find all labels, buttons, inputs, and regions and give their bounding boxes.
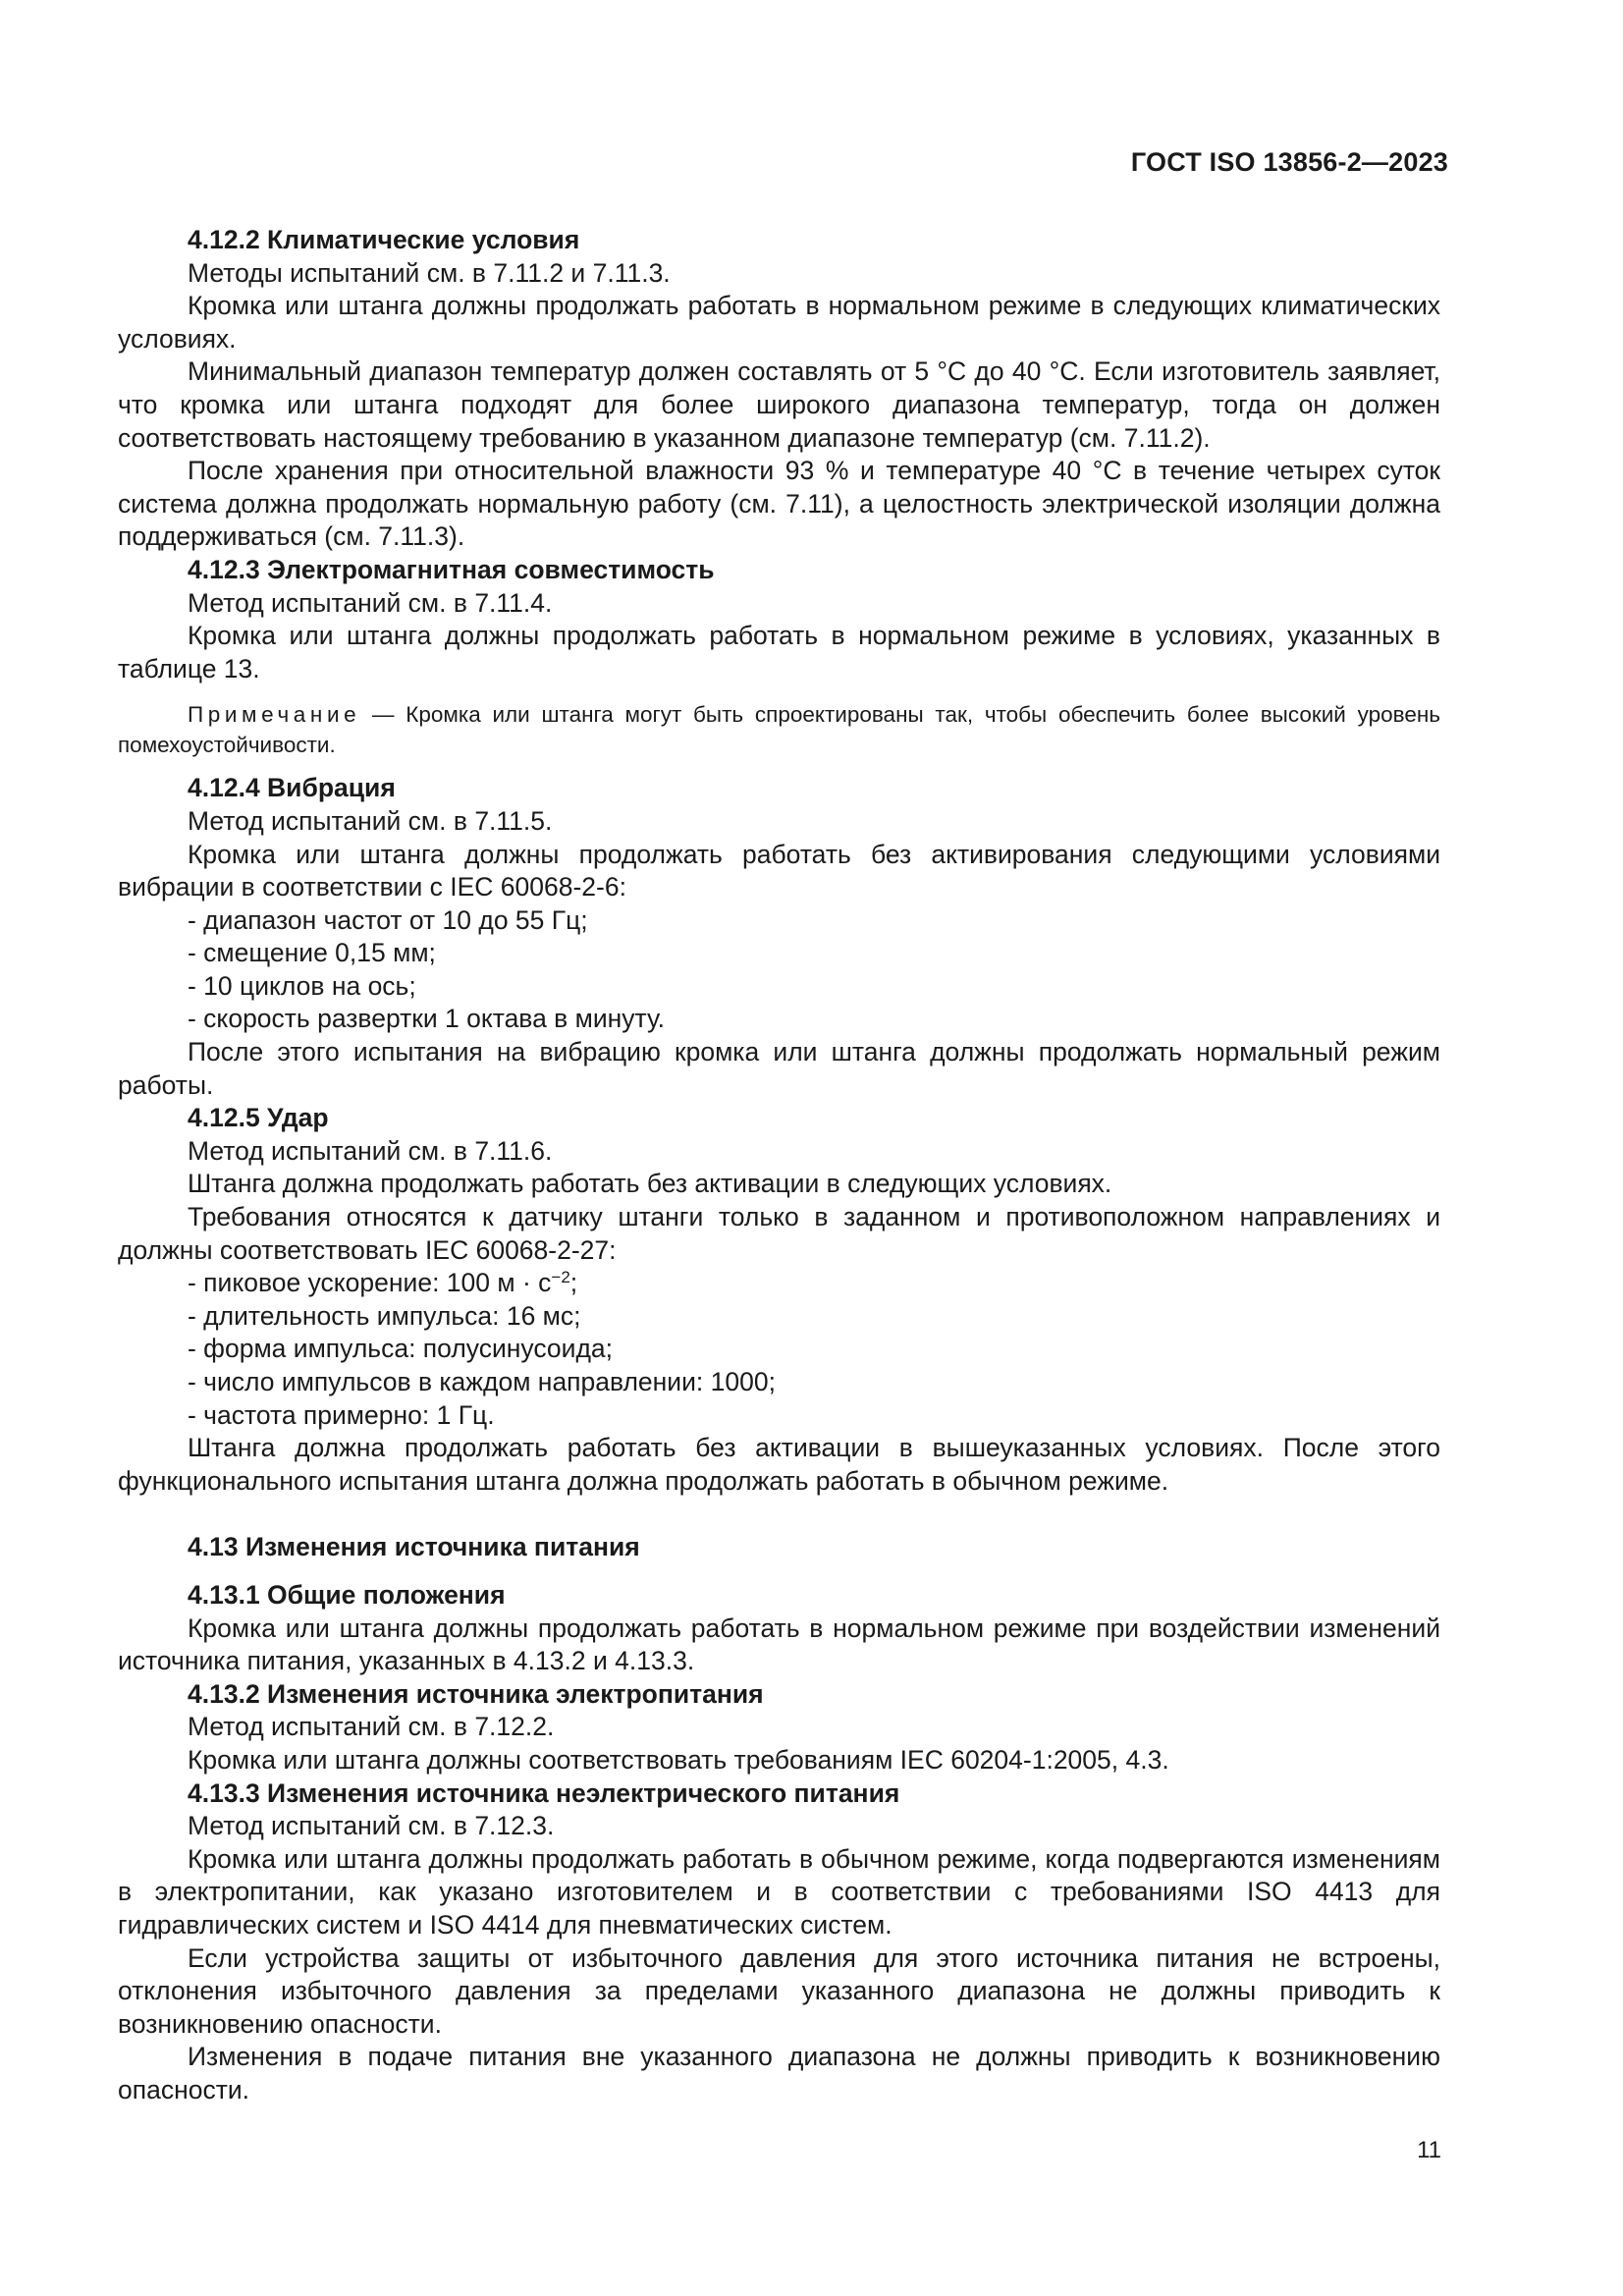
section-heading-4-13-1: 4.13.1 Общие положения — [188, 1579, 506, 1610]
paragraph: Кромка или штанга должны продолжать работать в обычном режиме, когда подвергаются изменениям в электропитании, как указано изготовителем и в соответствии с требованиями ISO 4413 для гидравлических систем и ISO 4414 для пневматических систем. — [118, 1843, 1440, 1940]
paragraph: Кромка или штанга должны продолжать работать в нормальном режиме в условиях, указанных в таблице 13. — [118, 621, 1440, 683]
paragraph: Методы испытаний см. в 7.11.2 и 7.11.3. — [188, 257, 671, 288]
superscript: −2 — [551, 1268, 570, 1287]
paragraph: Метод испытаний см. в 7.11.5. — [188, 805, 553, 836]
section-heading-4-12-4: 4.12.4 Вибрация — [188, 773, 396, 803]
page-number: 11 — [1417, 2137, 1441, 2163]
list-item: - скорость развертки 1 октава в минуту. — [188, 1004, 665, 1034]
section-heading-4-12-3: 4.12.3 Электромагнитная совместимость — [188, 554, 715, 584]
paragraph: Кромка или штанга должны продолжать работать без активирования следующими условиями вибрации в соответствии с IEC 60068-2-6: — [118, 839, 1440, 902]
list-item: - число импульсов в каждом направлении: 1000; — [188, 1367, 776, 1396]
list-item: - частота примерно: 1 Гц. — [188, 1399, 495, 1430]
paragraph: Штанга должна продолжать работать без активации в следующих условиях. — [188, 1169, 1112, 1199]
paragraph: Изменения в подаче питания вне указанного диапазона не должны приводить к возникновению опасности. — [118, 2042, 1440, 2105]
section-heading-4-13-3: 4.13.3 Изменения источника неэлектрического питания — [188, 1777, 900, 1808]
list-item — [118, 1267, 1440, 1300]
paragraph: Минимальный диапазон температур должен составлять от 5 °C до 40 °C. Если изготовитель заявляет, что кромка или штанга подходят для более широкого диапазона температур, тогда он должен соответствовать настоящему требованию в указанном диапазоне температур (см. 7.11.2). — [118, 356, 1440, 453]
list-item: - форма импульса: полусинусоида; — [188, 1334, 614, 1364]
paragraph: Метод испытаний см. в 7.12.2. — [188, 1712, 555, 1742]
note-text: — Кромка или штанга могут быть спроектированы так, чтобы обеспечить более высокий уровень помехоустойчивости. — [118, 702, 1440, 758]
paragraph: Если устройства защиты от избыточного давления для этого источника питания не встроены, отклонения избыточного давления за пределами указанного диапазона не должны приводить к возникновению опасности. — [118, 1942, 1440, 2039]
note-label: Примечание — [188, 702, 361, 728]
section-heading-4-12-2: 4.12.2 Климатические условия — [188, 225, 580, 254]
paragraph: Кромка или штанга должны соответствовать требованиям IEC 60204-1:2005, 4.3. — [188, 1744, 1169, 1775]
paragraph: Метод испытаний см. в 7.11.6. — [188, 1135, 553, 1166]
note — [118, 699, 1440, 760]
list-item: - длительность импульса: 16 мс; — [188, 1300, 581, 1331]
paragraph: Метод испытаний см. в 7.11.4. — [188, 587, 553, 618]
list-item: - смещение 0,15 мм; — [188, 938, 436, 968]
paragraph: Штанга должна продолжать работать без активации в вышеуказанных условиях. После этого функционального испытания штанга должна продолжать работать в обычном режиме. — [118, 1433, 1440, 1496]
list-item: - 10 циклов на ось; — [188, 970, 416, 1001]
paragraph: После этого испытания на вибрацию кромка или штанга должны продолжать нормальный режим работы. — [118, 1037, 1440, 1100]
list-item-end: ; — [569, 1268, 578, 1298]
section-heading-4-12-5: 4.12.5 Удар — [188, 1103, 329, 1133]
section-heading-4-13: 4.13 Изменения источника питания — [188, 1532, 640, 1562]
paragraph: Кромка или штанга должны продолжать работать в нормальном режиме при воздействии изменений источника питания, указанных в 4.13.2 и 4.13.3. — [118, 1613, 1440, 1676]
list-item-text: - пиковое ускорение: 100 м · с — [188, 1268, 552, 1298]
document-id: ГОСТ ISO 13856-2—2023 — [1130, 147, 1448, 177]
list-item: - диапазон частот от 10 до 55 Гц; — [188, 904, 588, 935]
page-content — [118, 224, 1440, 2106]
paragraph: Кромка или штанга должны продолжать работать в нормальном режиме в следующих климатических условиях. — [118, 291, 1440, 354]
section-heading-4-13-2: 4.13.2 Изменения источника электропитания — [188, 1678, 764, 1709]
paragraph: Требования относятся к датчику штанги только в заданном и противоположном направлениях и должны соответствовать IEC 60068-2-27: — [118, 1202, 1440, 1265]
paragraph: Метод испытаний см. в 7.12.3. — [188, 1811, 555, 1841]
paragraph: После хранения при относительной влажности 93 % и температуре 40 °C в течение четырех суток система должна продолжать нормальную работу (см. 7.11), а целостность электрической изоляции должна поддерживаться (см. 7.11.3). — [118, 456, 1440, 552]
